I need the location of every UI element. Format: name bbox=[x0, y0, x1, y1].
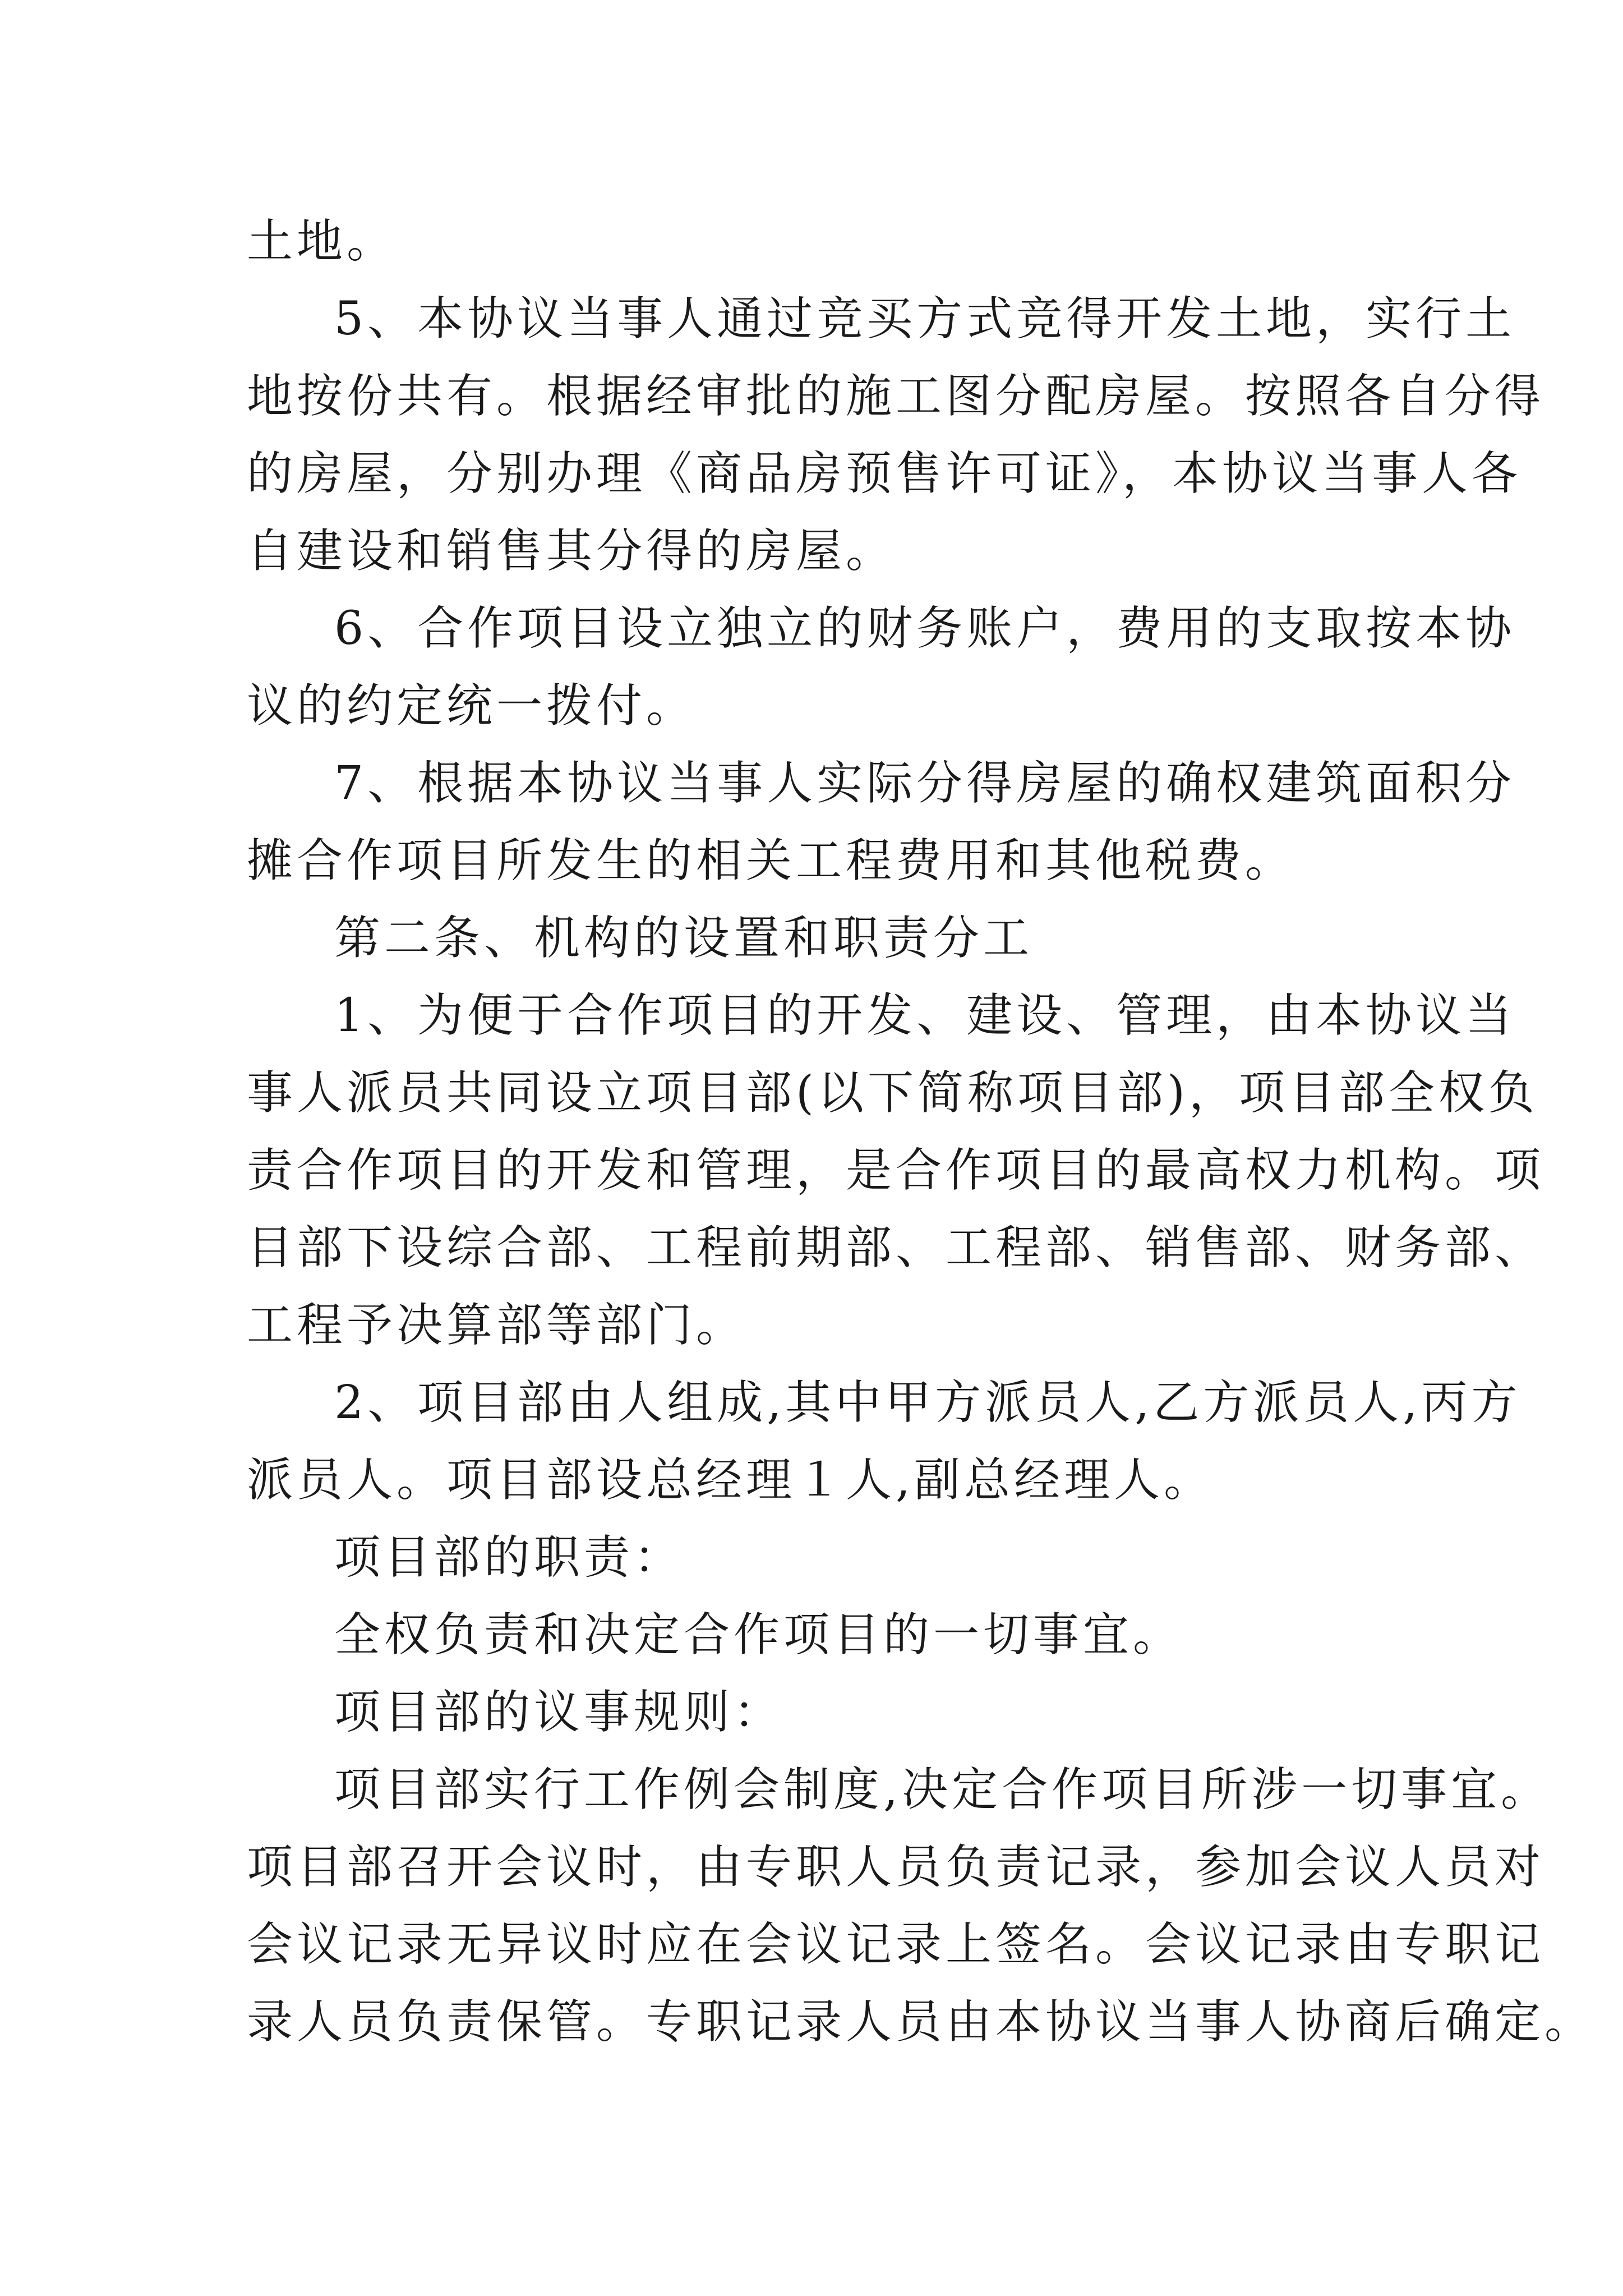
text-line: 1、为便于合作项目的开发、建设、管理，由本协议当 bbox=[334, 989, 1516, 1042]
text-line: 的房屋，分别办理《商品房预售许可证》，本协议当事人各 bbox=[247, 447, 1522, 500]
text-line: 地按份共有。根据经审批的施工图分配房屋。按照各自分得 bbox=[247, 370, 1545, 423]
text-line: 6、合作项目设立独立的财务账户，费用的支取按本协 bbox=[334, 602, 1516, 655]
text-line: 责合作项目的开发和管理，是合作项目的最高权力机构。项 bbox=[247, 1144, 1545, 1197]
text-line: 议的约定统一拨付。 bbox=[247, 679, 697, 733]
text-line: 项目部实行工作例会制度,决定合作项目所涉一切事宜。 bbox=[334, 1763, 1551, 1816]
text-line: 项目部召开会议时，由专职人员负责记录，参加会议人员对 bbox=[247, 1841, 1545, 1894]
text-line: 7、根据本协议当事人实际分得房屋的确权建筑面积分 bbox=[334, 757, 1516, 810]
text-line: 摊合作项目所发生的相关工程费用和其他税费。 bbox=[247, 834, 1295, 887]
text-line: 土地。 bbox=[247, 215, 397, 268]
text-line: 全权负责和决定合作项目的一切事宜。 bbox=[334, 1608, 1183, 1662]
text-line: 工程予决算部等部门。 bbox=[247, 1299, 746, 1352]
text-line: 5、本协议当事人通过竞买方式竞得开发土地，实行土 bbox=[334, 292, 1516, 346]
text-line: 派员人。项目部设总经理１人,副总经理人。 bbox=[247, 1453, 1214, 1507]
text-line: 录人员负责保管。专职记录人员由本协议当事人协商后确定。 bbox=[247, 1995, 1595, 2049]
text-line: 2、项目部由人组成,其中甲方派员人,乙方派员人,丙方 bbox=[334, 1376, 1521, 1429]
text-line: 会议记录无异议时应在会议记录上签名。会议记录由专职记 bbox=[247, 1918, 1545, 1971]
text-line: 目部下设综合部、工程前期部、工程部、销售部、财务部、 bbox=[247, 1221, 1545, 1274]
text-line: 自建设和销售其分得的房屋。 bbox=[247, 524, 896, 578]
section-heading: 第二条、机构的设置和职责分工 bbox=[334, 912, 1034, 965]
text-line: 事人派员共同设立项目部(以下简称项目部)，项目部全权负 bbox=[247, 1066, 1538, 1120]
text-line: 项目部的议事规则： bbox=[334, 1686, 784, 1739]
text-line: 项目部的职责： bbox=[334, 1531, 684, 1584]
